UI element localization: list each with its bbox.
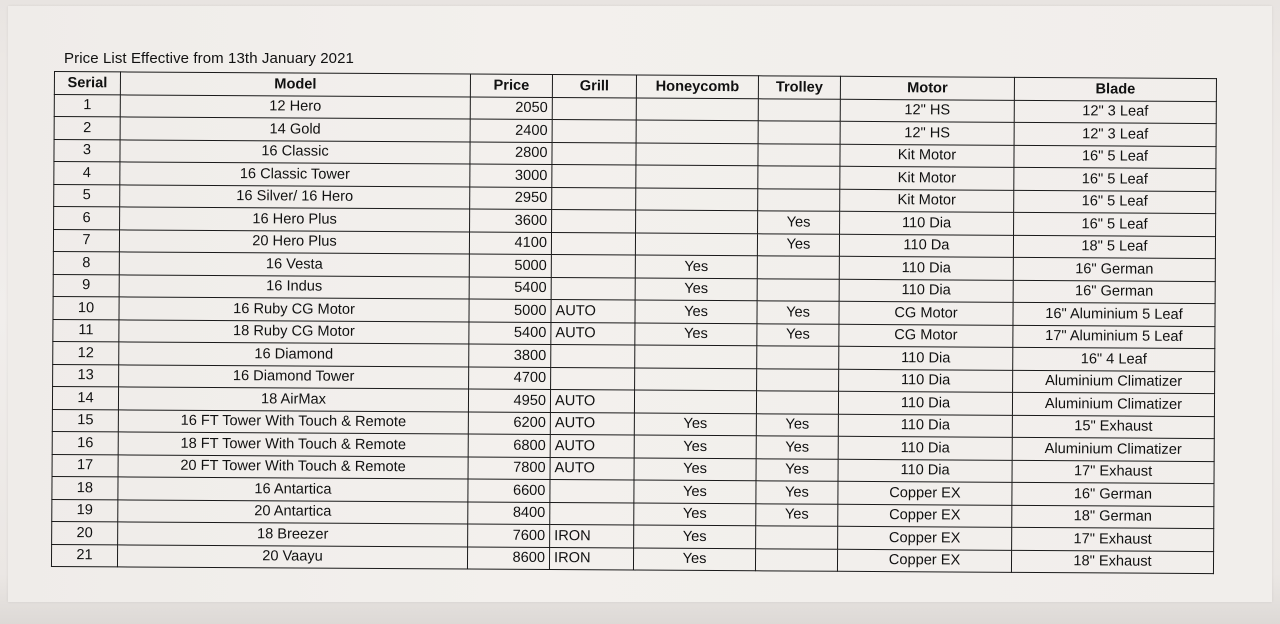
cell-trolley: Yes	[756, 458, 838, 481]
cell-model: 16 Hero Plus	[120, 207, 470, 232]
cell-price: 5000	[469, 299, 551, 322]
cell-model: 16 Silver/ 16 Hero	[120, 184, 470, 209]
cell-trolley	[758, 121, 840, 144]
cell-trolley: Yes	[756, 413, 838, 436]
cell-serial: 4	[54, 162, 120, 185]
cell-motor: 110 Dia	[838, 414, 1012, 438]
cell-honeycomb: Yes	[635, 278, 757, 301]
cell-grill	[551, 345, 635, 368]
cell-grill	[551, 255, 635, 278]
cell-trolley	[758, 98, 840, 121]
cell-model: 16 Classic	[120, 139, 470, 164]
cell-model: 20 Vaayu	[117, 544, 467, 569]
cell-motor: 110 Dia	[838, 459, 1012, 483]
cell-blade: 16" 4 Leaf	[1013, 347, 1215, 371]
cell-serial: 7	[53, 229, 119, 252]
cell-model: 16 Ruby CG Motor	[119, 297, 469, 322]
cell-motor: 110 Da	[839, 234, 1013, 258]
cell-serial: 14	[52, 386, 118, 409]
cell-grill	[551, 232, 635, 255]
cell-honeycomb: Yes	[634, 435, 756, 458]
cell-honeycomb: Yes	[634, 480, 756, 503]
cell-trolley	[757, 368, 839, 391]
cell-honeycomb	[635, 368, 757, 391]
cell-serial: 1	[54, 94, 120, 117]
cell-price: 6800	[468, 434, 550, 457]
cell-trolley	[758, 166, 840, 189]
cell-grill	[550, 502, 634, 525]
cell-grill: IRON	[550, 525, 634, 548]
cell-grill	[551, 277, 635, 300]
cell-motor: Kit Motor	[840, 189, 1014, 213]
cell-motor: 110 Dia	[839, 346, 1013, 370]
cell-price: 8600	[467, 547, 549, 570]
cell-price: 2050	[470, 97, 552, 120]
cell-honeycomb	[635, 233, 757, 256]
cell-model: 16 Diamond Tower	[119, 364, 469, 389]
cell-price: 2950	[470, 187, 552, 210]
cell-blade: 18" 5 Leaf	[1013, 235, 1215, 259]
cell-price: 2800	[470, 142, 552, 165]
cell-honeycomb	[636, 210, 758, 233]
cell-blade: 16" 5 Leaf	[1014, 145, 1216, 169]
cell-serial: 2	[54, 117, 120, 140]
cell-serial: 20	[52, 521, 118, 544]
cell-motor: 110 Dia	[839, 256, 1013, 280]
cell-honeycomb: Yes	[634, 503, 756, 526]
cell-price: 7800	[468, 457, 550, 480]
cell-price: 8400	[468, 502, 550, 525]
header-trolley: Trolley	[758, 76, 840, 99]
cell-model: 16 Antartica	[118, 477, 468, 502]
cell-trolley	[757, 278, 839, 301]
cell-motor: Copper EX	[838, 481, 1012, 505]
cell-trolley	[755, 548, 837, 571]
cell-blade: 17" Aluminium 5 Leaf	[1013, 325, 1215, 349]
cell-trolley	[756, 391, 838, 414]
cell-price: 6600	[468, 479, 550, 502]
cell-serial: 10	[53, 296, 119, 319]
header-serial: Serial	[54, 72, 120, 95]
cell-price: 4950	[468, 389, 550, 412]
cell-blade: Aluminium Climatizer	[1013, 370, 1215, 394]
cell-grill	[552, 187, 636, 210]
cell-motor: Copper EX	[838, 504, 1012, 528]
cell-blade: 16" German	[1013, 280, 1215, 304]
cell-serial: 15	[52, 409, 118, 432]
cell-grill	[552, 210, 636, 233]
cell-trolley	[758, 143, 840, 166]
cell-honeycomb: Yes	[635, 300, 757, 323]
cell-motor: 110 Dia	[840, 211, 1014, 235]
cell-honeycomb	[636, 143, 758, 166]
cell-price: 5000	[469, 254, 551, 277]
cell-blade: 12" 3 Leaf	[1014, 122, 1216, 146]
cell-trolley	[757, 346, 839, 369]
cell-model: 16 Vesta	[119, 252, 469, 277]
header-honeycomb: Honeycomb	[636, 75, 758, 98]
price-table	[51, 71, 1217, 574]
cell-model: 14 Gold	[120, 117, 470, 142]
cell-blade: 16" German	[1013, 257, 1215, 281]
cell-honeycomb: Yes	[635, 323, 757, 346]
cell-blade: 18" German	[1012, 505, 1214, 529]
cell-serial: 13	[53, 364, 119, 387]
cell-trolley: Yes	[756, 436, 838, 459]
cell-honeycomb	[635, 345, 757, 368]
cell-serial: 17	[52, 454, 118, 477]
cell-grill: AUTO	[550, 412, 634, 435]
cell-trolley	[758, 188, 840, 211]
cell-grill	[551, 367, 635, 390]
cell-blade: Aluminium Climatizer	[1012, 392, 1214, 416]
cell-motor: CG Motor	[839, 324, 1013, 348]
cell-price: 5400	[469, 322, 551, 345]
cell-motor: CG Motor	[839, 301, 1013, 325]
cell-motor: Kit Motor	[840, 166, 1014, 190]
cell-price: 3800	[469, 344, 551, 367]
cell-model: 16 FT Tower With Touch & Remote	[118, 409, 468, 434]
cell-serial: 19	[52, 499, 118, 522]
cell-blade: 15" Exhaust	[1012, 415, 1214, 439]
cell-model: 20 Hero Plus	[119, 229, 469, 254]
cell-serial: 3	[54, 139, 120, 162]
cell-price: 4700	[469, 367, 551, 390]
cell-serial: 9	[53, 274, 119, 297]
cell-model: 12 Hero	[120, 94, 470, 119]
cell-trolley	[756, 526, 838, 549]
cell-honeycomb: Yes	[635, 255, 757, 278]
cell-trolley: Yes	[756, 481, 838, 504]
cell-motor: 12" HS	[840, 99, 1014, 123]
cell-grill: AUTO	[550, 435, 634, 458]
header-motor: Motor	[840, 76, 1014, 100]
cell-blade: Aluminium Climatizer	[1012, 437, 1214, 461]
cell-price: 5400	[469, 277, 551, 300]
header-model: Model	[120, 72, 470, 97]
cell-grill	[550, 480, 634, 503]
cell-motor: Copper EX	[837, 549, 1011, 573]
cell-trolley: Yes	[757, 301, 839, 324]
cell-honeycomb	[634, 390, 756, 413]
cell-price: 3600	[470, 209, 552, 232]
cell-model: 18 AirMax	[118, 387, 468, 412]
cell-blade: 16" 5 Leaf	[1014, 212, 1216, 236]
cell-grill	[552, 120, 636, 143]
cell-serial: 12	[53, 341, 119, 364]
cell-honeycomb	[636, 98, 758, 121]
cell-blade: 18" Exhaust	[1011, 550, 1213, 574]
cell-motor: 110 Dia	[839, 279, 1013, 303]
cell-price: 3000	[470, 164, 552, 187]
cell-grill	[552, 142, 636, 165]
cell-model: 18 FT Tower With Touch & Remote	[118, 432, 468, 457]
cell-motor: 12" HS	[840, 121, 1014, 145]
cell-blade: 16" Aluminium 5 Leaf	[1013, 302, 1215, 326]
cell-blade: 16" German	[1012, 482, 1214, 506]
cell-price: 4100	[469, 232, 551, 255]
cell-model: 20 FT Tower With Touch & Remote	[118, 454, 468, 479]
cell-serial: 5	[54, 184, 120, 207]
cell-honeycomb: Yes	[634, 458, 756, 481]
cell-honeycomb: Yes	[634, 525, 756, 548]
cell-blade: 12" 3 Leaf	[1014, 100, 1216, 124]
cell-grill: AUTO	[550, 390, 634, 413]
header-blade: Blade	[1014, 77, 1216, 101]
cell-trolley: Yes	[757, 323, 839, 346]
cell-grill: IRON	[549, 547, 633, 570]
cell-motor: 110 Dia	[838, 436, 1012, 460]
cell-serial: 18	[52, 476, 118, 499]
cell-motor: 110 Dia	[838, 391, 1012, 415]
cell-blade: 16" 5 Leaf	[1014, 167, 1216, 191]
cell-motor: 110 Dia	[839, 369, 1013, 393]
cell-grill: AUTO	[551, 300, 635, 323]
cell-price: 2400	[470, 119, 552, 142]
cell-grill	[552, 97, 636, 120]
cell-blade: 17" Exhaust	[1012, 460, 1214, 484]
cell-price: 7600	[468, 524, 550, 547]
cell-serial: 11	[53, 319, 119, 342]
cell-price: 6200	[468, 412, 550, 435]
cell-grill: AUTO	[551, 322, 635, 345]
cell-model: 16 Indus	[119, 274, 469, 299]
cell-model: 16 Diamond	[119, 342, 469, 367]
header-price: Price	[470, 74, 552, 97]
price-table-body	[51, 94, 1216, 574]
cell-serial: 6	[54, 207, 120, 230]
cell-trolley: Yes	[757, 233, 839, 256]
price-list-caption: Price List Effective from 13th January 2021	[64, 50, 355, 67]
cell-grill: AUTO	[550, 457, 634, 480]
cell-model: 16 Classic Tower	[120, 162, 470, 187]
cell-blade: 17" Exhaust	[1012, 527, 1214, 551]
cell-model: 20 Antartica	[118, 499, 468, 524]
cell-honeycomb	[636, 120, 758, 143]
cell-motor: Copper EX	[838, 526, 1012, 550]
cell-honeycomb: Yes	[633, 548, 755, 571]
cell-trolley: Yes	[758, 211, 840, 234]
cell-model: 18 Ruby CG Motor	[119, 319, 469, 344]
cell-motor: Kit Motor	[840, 144, 1014, 168]
cell-serial: 16	[52, 431, 118, 454]
cell-trolley: Yes	[756, 503, 838, 526]
cell-grill	[552, 165, 636, 188]
header-grill: Grill	[552, 75, 636, 98]
cell-trolley	[757, 256, 839, 279]
cell-blade: 16" 5 Leaf	[1014, 190, 1216, 214]
cell-serial: 8	[53, 251, 119, 274]
cell-serial: 21	[51, 544, 117, 567]
cell-honeycomb	[636, 188, 758, 211]
cell-honeycomb	[636, 165, 758, 188]
cell-model: 18 Breezer	[118, 522, 468, 547]
cell-honeycomb: Yes	[634, 413, 756, 436]
